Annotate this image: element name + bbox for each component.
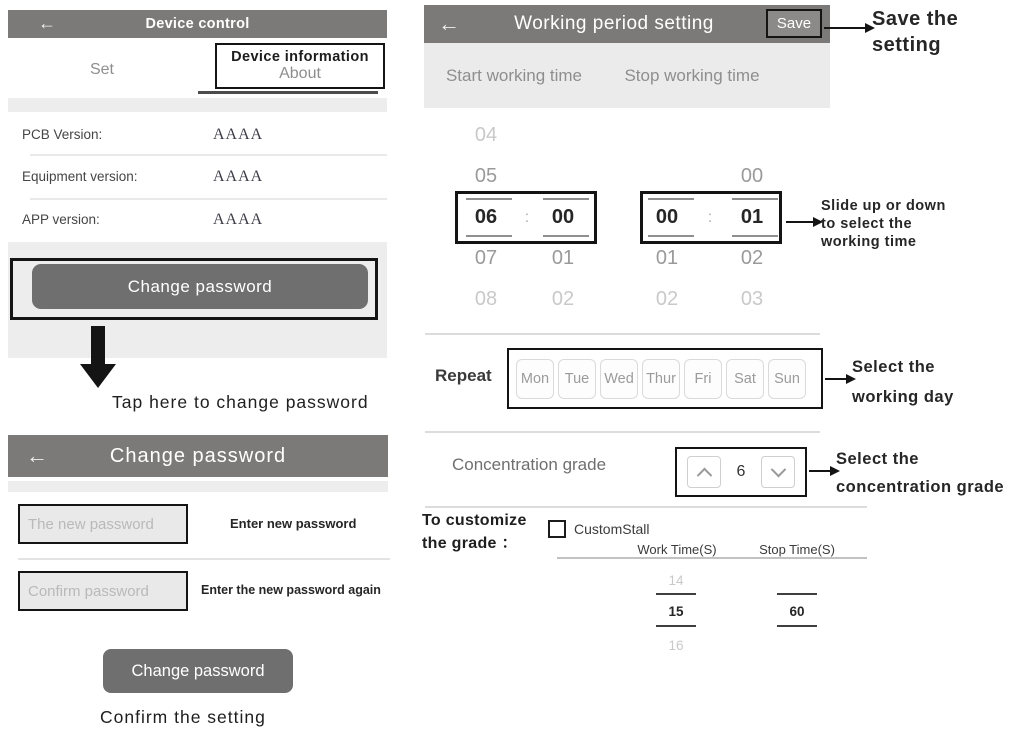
save-annotation-line1: Save the <box>872 8 959 30</box>
concentration-stepper <box>675 447 807 497</box>
picker-tick <box>777 625 817 627</box>
wheel-value: 07 <box>474 247 498 269</box>
device-control-header <box>8 10 387 38</box>
customstall-label: CustomStall <box>574 521 650 537</box>
day-annotation-line1: Select the <box>852 358 935 376</box>
back-icon[interactable]: ← <box>438 11 460 36</box>
save-button[interactable]: Save <box>766 9 822 38</box>
time-colon: : <box>524 208 530 226</box>
wheel-value: 05 <box>474 165 498 187</box>
active-tab-underline <box>198 91 378 94</box>
wheel-value-selected: 06 <box>474 206 498 228</box>
customstall-checkbox[interactable] <box>548 520 566 538</box>
back-icon[interactable]: ← <box>26 443 48 468</box>
row-label: PCB Version: <box>22 127 103 142</box>
stop-time-selection-box <box>640 191 782 244</box>
picker-tick <box>543 198 589 200</box>
day-annotation-line2: working day <box>852 388 954 406</box>
grade-down-button[interactable] <box>761 456 795 488</box>
device-information-callout <box>215 43 385 89</box>
wheel-value: 04 <box>474 124 498 146</box>
confirm-change-password-button[interactable]: Change password <box>103 649 293 693</box>
slide-annotation-line3: working time <box>821 234 917 250</box>
section-divider <box>425 506 867 508</box>
wheel-value-selected: 00 <box>551 206 575 228</box>
day-chip-sat[interactable]: Sat <box>726 359 764 399</box>
confirm-password-input[interactable] <box>20 573 186 609</box>
picker-tick <box>543 235 589 237</box>
working-period-title: Working period setting <box>514 13 714 34</box>
row-divider <box>30 198 387 200</box>
wheel-value: 00 <box>740 165 764 187</box>
chevron-down-icon <box>770 461 786 477</box>
row-label: Equipment version: <box>22 169 138 184</box>
wheel-value: 02 <box>740 247 764 269</box>
separator-band <box>8 98 387 112</box>
confirm-setting-note: Confirm the setting <box>100 707 266 727</box>
wheel-value <box>533 115 593 156</box>
start-working-time-label: Start working time <box>445 66 583 85</box>
picker-tick <box>656 593 696 595</box>
work-time-header: Work Time(S) <box>637 542 717 557</box>
back-icon[interactable]: ← <box>38 13 56 33</box>
work-time-wheel-value[interactable]: 14 <box>668 573 684 588</box>
day-chip-wed[interactable]: Wed <box>600 359 638 399</box>
row-value: AAAA <box>213 126 264 143</box>
row-divider <box>30 154 387 156</box>
change-password-button[interactable]: Change password <box>32 264 368 309</box>
annotation-arrow <box>786 221 814 223</box>
day-chip-thur[interactable]: Thur <box>642 359 680 399</box>
tab-about[interactable]: About <box>279 65 321 82</box>
concentration-grade-label: Concentration grade <box>452 455 607 474</box>
start-time-selection-box <box>455 191 597 244</box>
change-password-title: Change password <box>109 445 287 467</box>
day-chip-tue[interactable]: Tue <box>558 359 596 399</box>
picker-tick <box>648 198 694 200</box>
device-control-title: Device control <box>145 16 250 32</box>
wheel-value <box>722 115 782 156</box>
tap-note: Tap here to change password <box>112 392 369 412</box>
section-divider <box>425 333 820 335</box>
day-chip-sun[interactable]: Sun <box>768 359 806 399</box>
device-information-label: Device information <box>231 49 369 65</box>
picker-tick <box>732 235 778 237</box>
grade-annotation-line2: concentration grade <box>836 478 1005 496</box>
day-chip-mon[interactable]: Mon <box>516 359 554 399</box>
work-time-wheel-value[interactable]: 16 <box>668 638 684 653</box>
row-value: AAAA <box>213 168 264 185</box>
down-arrow-icon <box>91 326 105 366</box>
grade-annotation-line1: Select the <box>836 450 919 468</box>
annotation-arrow <box>825 378 847 380</box>
grade-up-button[interactable] <box>687 456 721 488</box>
slide-annotation-line2: to select the <box>821 216 913 232</box>
wheel-value-selected: 00 <box>655 206 679 228</box>
time-colon: : <box>707 208 713 226</box>
stop-working-time-label: Stop working time <box>624 66 760 85</box>
confirm-password-field-box <box>18 571 188 611</box>
new-password-field-box <box>18 504 188 544</box>
wheel-value: 02 <box>655 288 679 310</box>
wheel-value: 02 <box>551 288 575 310</box>
repeat-label: Repeat <box>435 366 492 385</box>
new-password-input[interactable] <box>20 506 186 542</box>
row-label: APP version: <box>22 212 100 227</box>
tab-set[interactable]: Set <box>89 61 114 78</box>
annotation-arrow <box>809 470 831 472</box>
stop-time-wheel-selected[interactable]: 60 <box>789 604 805 619</box>
customize-label-line2: the grade ： <box>422 535 518 552</box>
picker-tick <box>466 198 512 200</box>
concentration-value: 6 <box>736 463 746 480</box>
change-password-header <box>8 435 388 477</box>
save-annotation-line2: setting <box>872 34 942 56</box>
stop-time-header: Stop Time(S) <box>759 542 835 557</box>
row-value: AAAA <box>213 211 264 228</box>
wheel-value: 03 <box>740 288 764 310</box>
confirm-password-note: Enter the new password again <box>201 583 381 597</box>
wheel-value-selected: 01 <box>740 206 764 228</box>
slide-annotation-line1: Slide up or down <box>821 198 946 214</box>
wheel-value <box>637 115 697 156</box>
wheel-value: 01 <box>655 247 679 269</box>
chevron-up-icon <box>696 467 712 483</box>
picker-tick <box>732 198 778 200</box>
field-divider <box>18 558 390 560</box>
repeat-days-callout-box <box>507 348 823 409</box>
section-divider <box>425 431 820 433</box>
down-arrow-icon <box>80 364 116 388</box>
new-password-note: Enter new password <box>230 516 357 531</box>
picker-tick <box>777 593 817 595</box>
day-chip-fri[interactable]: Fri <box>684 359 722 399</box>
picker-tick <box>466 235 512 237</box>
work-time-wheel-selected[interactable]: 15 <box>668 604 684 619</box>
wheel-value: 08 <box>474 288 498 310</box>
picker-tick <box>656 625 696 627</box>
table-rule <box>557 557 867 559</box>
annotation-arrow <box>824 27 866 29</box>
wheel-value: 01 <box>551 247 575 269</box>
separator-band <box>8 481 388 492</box>
picker-tick <box>648 235 694 237</box>
customize-label-line1: To customize <box>422 512 527 529</box>
